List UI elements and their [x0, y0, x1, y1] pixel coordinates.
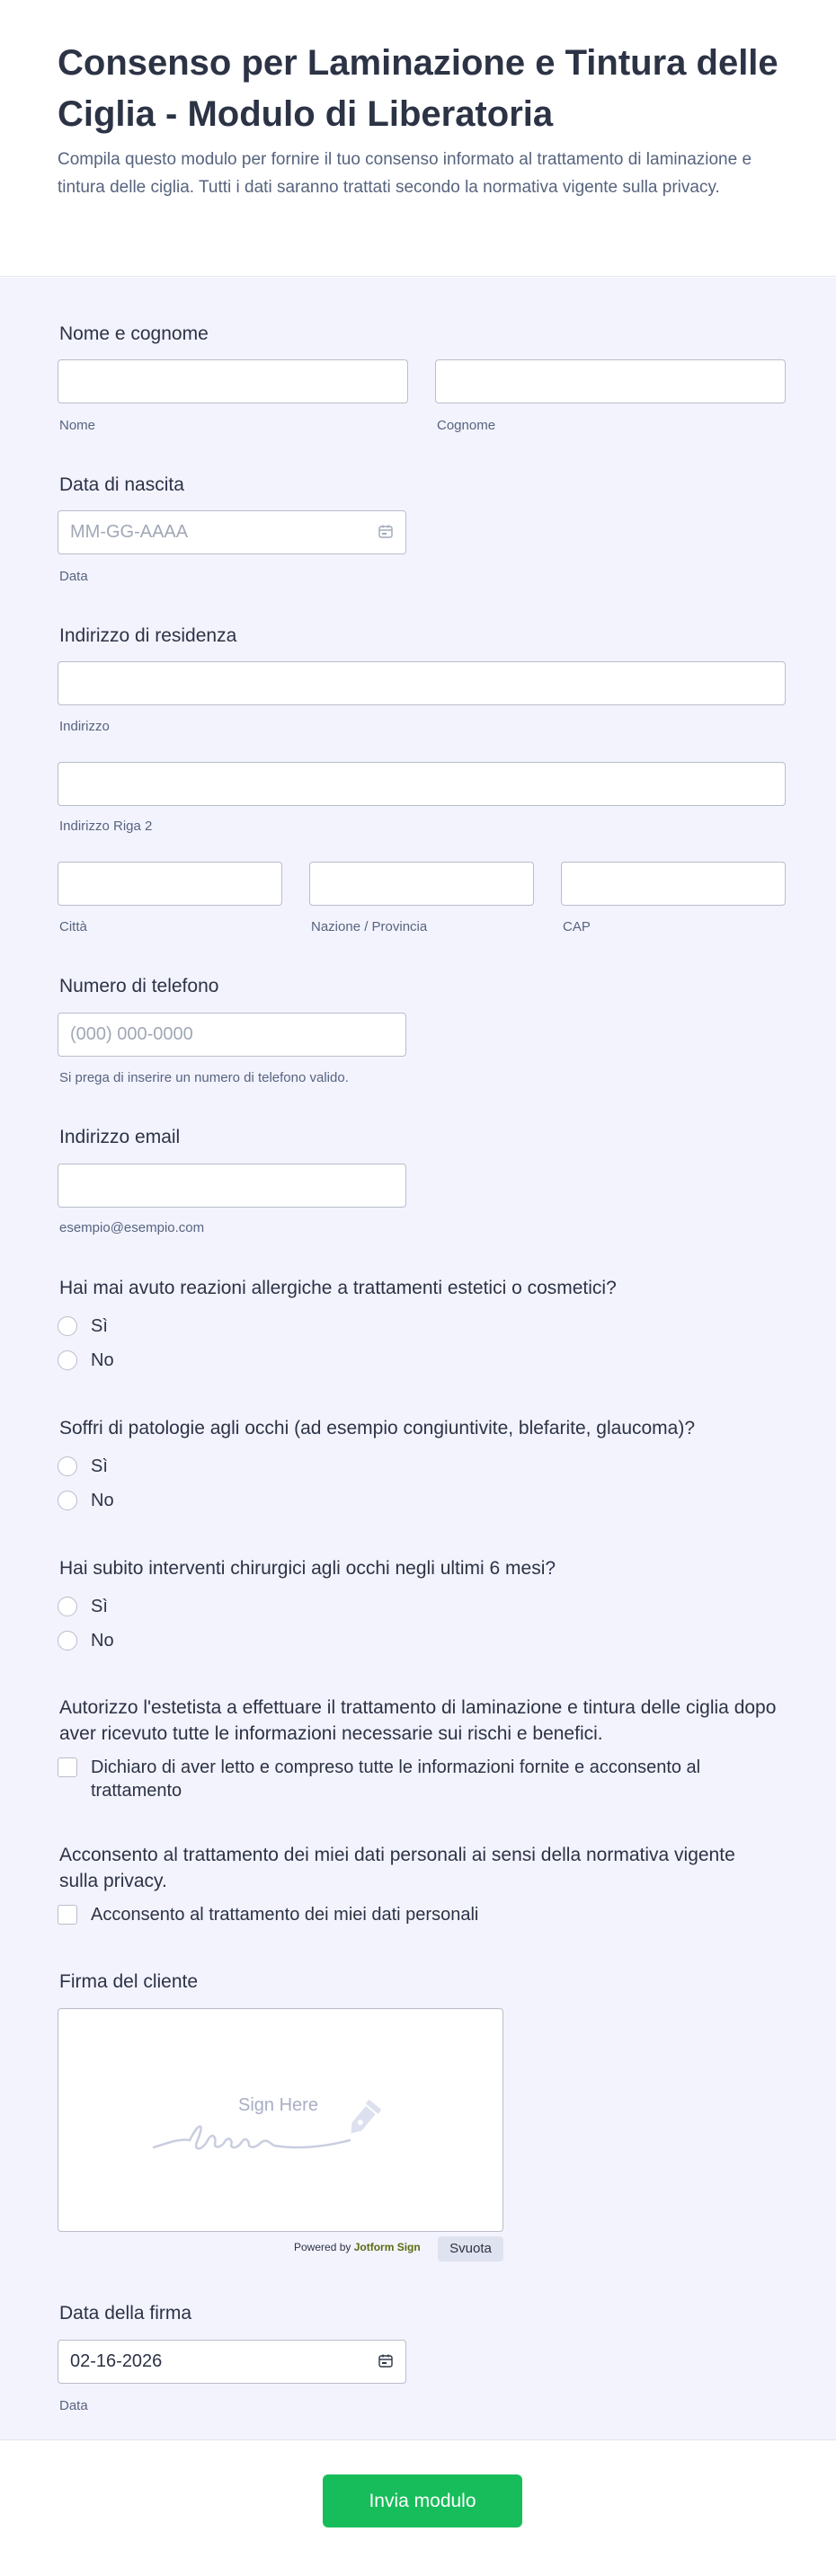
eye-yes-radio[interactable]	[58, 1456, 77, 1476]
birth-date-input[interactable]	[58, 510, 406, 554]
calendar-icon[interactable]	[378, 525, 393, 538]
submit-button[interactable]: Invia modulo	[323, 2474, 522, 2527]
phone-label: Numero di telefono	[59, 976, 219, 996]
first-name-input[interactable]	[58, 359, 408, 403]
treatment-consent-checkbox[interactable]	[58, 1757, 77, 1777]
surgery-no-radio[interactable]	[58, 1631, 77, 1651]
form-title: Consenso per Laminazione e Tintura delle Ciglia - Modulo di Liberatoria	[58, 43, 778, 134]
signature-label: Firma del cliente	[59, 1971, 199, 1992]
last-name-input[interactable]	[435, 359, 786, 403]
privacy-consent-checkbox[interactable]	[58, 1905, 77, 1925]
eye-no-radio[interactable]	[58, 1491, 77, 1510]
surgery-question-label: Hai subito interventi chirurgici agli occhi negli ultimi 6 mesi?	[59, 1558, 556, 1579]
phone-placeholder: (000) 000-0000	[70, 1024, 193, 1044]
allergy-question-label: Hai mai avuto reazioni allergiche a trattamenti estetici o cosmetici?	[59, 1278, 617, 1298]
eye-question-label: Soffri di patologie agli occhi (ad esempio congiuntivite, blefarite, glaucoma)?	[59, 1418, 696, 1438]
eye-no-label[interactable]: No	[91, 1491, 114, 1510]
state-input[interactable]	[309, 862, 534, 906]
signature-pad[interactable]	[58, 2008, 503, 2232]
phone-sublabel: Si prega di inserire un numero di telefono valido.	[59, 1070, 349, 1085]
address-line2-input[interactable]	[58, 762, 786, 806]
last-name-sublabel: Cognome	[437, 418, 496, 433]
calendar-icon[interactable]	[378, 2354, 393, 2368]
email-sublabel: esempio@esempio.com	[59, 1220, 205, 1235]
eye-yes-label[interactable]: Sì	[91, 1456, 108, 1476]
signature-placeholder: Sign Here	[238, 2095, 318, 2115]
form-description: Compila questo modulo per fornire il tuo consenso informato al trattamento di laminazione e tintura delle ciglia. Tutti i dati saranno trattati secondo la normativa vigente sulla privacy.	[58, 150, 752, 197]
privacy-consent-option[interactable]: Acconsento al trattamento dei miei dati personali	[91, 1905, 479, 1925]
state-sublabel: Nazione / Provincia	[311, 919, 428, 934]
zip-sublabel: CAP	[563, 919, 591, 934]
signature-scribble-icon	[152, 2095, 413, 2160]
birth-date-label: Data di nascita	[59, 474, 184, 495]
address-line1-sublabel: Indirizzo	[59, 719, 110, 734]
signature-date-sublabel: Data	[59, 2398, 88, 2413]
signature-date-value: 02-16-2026	[70, 2351, 163, 2371]
surgery-no-label[interactable]: No	[91, 1631, 114, 1651]
email-input[interactable]	[58, 1164, 406, 1208]
birth-date-placeholder: MM-GG-AAAA	[70, 522, 189, 542]
city-sublabel: Città	[59, 919, 87, 934]
full-name-label: Nome e cognome	[59, 323, 209, 344]
address-label: Indirizzo di residenza	[59, 625, 237, 646]
privacy-consent-label: Acconsento al trattamento dei miei dati personali ai sensi della normativa vigente sulla privacy.	[59, 1845, 735, 1891]
birth-date-sublabel: Data	[59, 569, 88, 584]
first-name-sublabel: Nome	[59, 418, 96, 433]
surgery-yes-label[interactable]: Sì	[91, 1597, 108, 1616]
address-line2-sublabel: Indirizzo Riga 2	[59, 819, 153, 834]
email-label: Indirizzo email	[59, 1127, 181, 1147]
treatment-consent-label: Autorizzo l'estetista a effettuare il trattamento di laminazione e tintura delle ciglia dopo aver ricevuto tutte le informazioni necessarie sui rischi e benefici.	[59, 1697, 777, 1744]
treatment-consent-option[interactable]: Dichiaro di aver letto e compreso tutte le informazioni fornite e acconsento al trattamento	[91, 1757, 701, 1801]
clear-signature-button[interactable]: Svuota	[438, 2236, 503, 2262]
form-header	[0, 0, 836, 277]
allergy-no-radio[interactable]	[58, 1350, 77, 1370]
city-input[interactable]	[58, 862, 282, 906]
surgery-yes-radio[interactable]	[58, 1597, 77, 1616]
address-line1-input[interactable]	[58, 661, 786, 705]
zip-input[interactable]	[561, 862, 786, 906]
allergy-yes-label[interactable]: Sì	[91, 1316, 108, 1336]
signature-date-input[interactable]	[58, 2340, 406, 2384]
allergy-yes-radio[interactable]	[58, 1316, 77, 1336]
signature-date-label: Data della firma	[59, 2303, 192, 2324]
jotform-sign-brand: Jotform Sign	[353, 2241, 421, 2253]
phone-input[interactable]	[58, 1013, 406, 1057]
powered-by-text: Powered by Jotform Sign	[294, 2241, 421, 2253]
allergy-no-label[interactable]: No	[91, 1350, 114, 1370]
